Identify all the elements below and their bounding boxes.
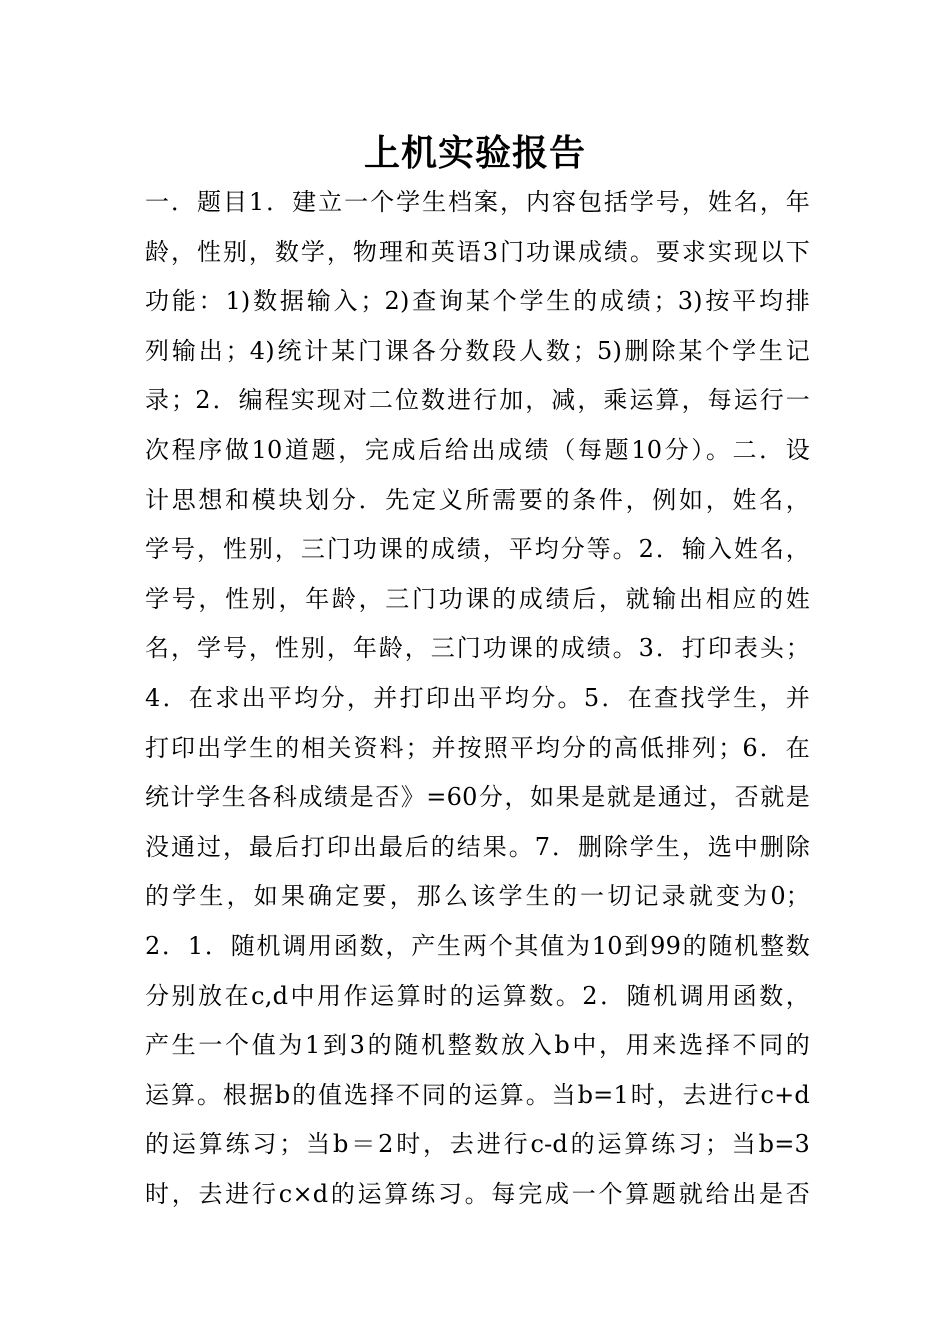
body-line: 学号，性别，三门功课的成绩，平均分等。2．输入姓名， [145, 535, 810, 564]
body-line: 产生一个值为1到3的随机整数放入b中，用来选择不同的 [145, 1031, 810, 1060]
body-line: 学号，性别，年龄，三门功课的成绩后，就输出相应的姓 [145, 584, 810, 613]
document-title: 上机实验报告 [363, 132, 586, 174]
body-line: 功能：1)数据输入；2)查询某个学生的成绩；3)按平均排 [145, 287, 810, 316]
body-line: 2．1．随机调用函数，产生两个其值为10到99的随机整数 [145, 931, 810, 960]
body-line: 一．题目1．建立一个学生档案，内容包括学号，姓名，年 [145, 188, 810, 216]
body-line: 打印出学生的相关资料；并按照平均分的高低排列；6．在 [145, 733, 810, 762]
body-line: 分别放在c,d中用作运算时的运算数。2．随机调用函数， [145, 981, 810, 1010]
body-line: 的运算练习；当b＝2时，去进行c-d的运算练习；当b=3 [145, 1130, 810, 1159]
body-line: 运算。根据b的值选择不同的运算。当b=1时，去进行c+d [145, 1080, 810, 1109]
document-body [145, 178, 810, 1219]
body-line: 没通过，最后打印出最后的结果。7．删除学生，选中删除 [145, 832, 810, 861]
body-line: 次程序做10道题，完成后给出成绩（每题10分）。二．设 [145, 435, 810, 464]
body-line: 的学生，如果确定要，那么该学生的一切记录就变为0； [145, 882, 810, 911]
body-line: 4．在求出平均分，并打印出平均分。5．在查找学生，并 [145, 683, 810, 712]
body-line: 统计学生各科成绩是否》=60分，如果是就是通过，否就是 [145, 783, 810, 812]
body-line: 龄，性别，数学，物理和英语3门功课成绩。要求实现以下 [145, 237, 810, 266]
body-line: 名，学号，性别，年龄，三门功课的成绩。3．打印表头； [145, 634, 810, 663]
body-line: 计思想和模块划分．先定义所需要的条件，例如，姓名， [145, 485, 810, 514]
body-line: 录；2．编程实现对二位数进行加，减，乘运算，每运行一 [145, 386, 810, 415]
body-line: 列输出；4)统计某门课各分数段人数；5)删除某个学生记 [145, 336, 810, 365]
body-line: 时，去进行c×d的运算练习。每完成一个算题就给出是否 [145, 1179, 810, 1208]
